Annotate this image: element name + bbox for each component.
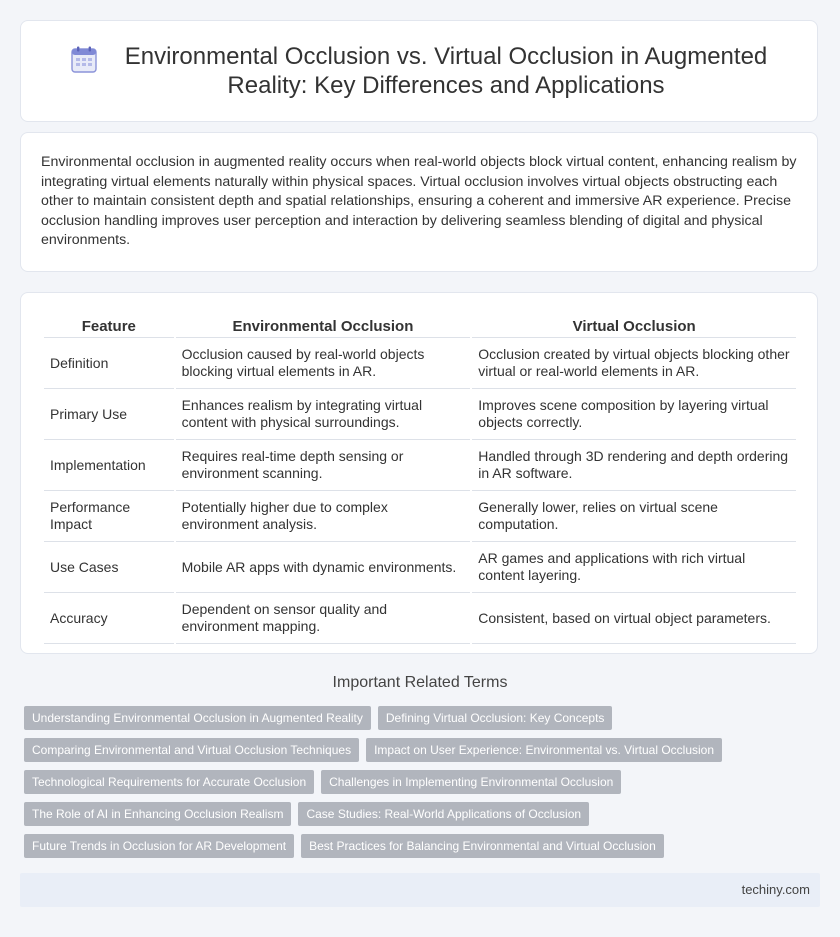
tag-row bbox=[24, 738, 824, 762]
intro-text: Environmental occlusion in augmented reality occurs when real-world objects block virtual content, enhancing realism by integrating virtual elements naturally within physical spaces. Virtual occlusion involves virtual objects obstructing each other to maintain consistent depth and spatial relationships, ensuring a coherent and immersive AR experience. Precise occlusion handling improves user perception and interaction by delivering seamless blending of digital and physical environments. bbox=[41, 154, 797, 249]
cell-feature: Primary Use bbox=[44, 389, 174, 440]
related-terms-list bbox=[24, 706, 824, 866]
cell-virtual: Occlusion created by virtual objects blocking other virtual or real-world elements in AR. bbox=[472, 338, 796, 389]
related-term-link[interactable]: Defining Virtual Occlusion: Key Concepts bbox=[378, 706, 613, 730]
tag-row bbox=[24, 834, 824, 858]
tag-row bbox=[24, 802, 824, 826]
cell-virtual: Generally lower, relies on virtual scene computation. bbox=[472, 491, 796, 542]
cell-feature: Performance Impact bbox=[44, 491, 174, 542]
header-feature: Feature bbox=[44, 313, 174, 338]
page-title-line1: Environmental Occlusion vs. Virtual Occlusion in Augmented bbox=[124, 43, 768, 70]
intro-card bbox=[20, 132, 818, 272]
related-term-link[interactable]: Case Studies: Real-World Applications of Occlusion bbox=[298, 802, 589, 826]
cell-virtual: Consistent, based on virtual object parameters. bbox=[472, 593, 796, 644]
table-row bbox=[44, 593, 796, 644]
footer bbox=[20, 873, 820, 907]
header-card bbox=[20, 20, 818, 122]
cell-feature: Implementation bbox=[44, 440, 174, 491]
header-virtual: Virtual Occlusion bbox=[472, 313, 796, 338]
cell-environmental: Occlusion caused by real-world objects blocking virtual elements in AR. bbox=[176, 338, 471, 389]
cell-feature: Use Cases bbox=[44, 542, 174, 593]
related-term-link[interactable]: Challenges in Implementing Environmental Occlusion bbox=[321, 770, 621, 794]
cell-feature: Definition bbox=[44, 338, 174, 389]
header-environmental: Environmental Occlusion bbox=[176, 313, 471, 338]
cell-environmental: Dependent on sensor quality and environment mapping. bbox=[176, 593, 471, 644]
related-term-link[interactable]: The Role of AI in Enhancing Occlusion Realism bbox=[24, 802, 291, 826]
table-row bbox=[44, 338, 796, 389]
tag-row bbox=[24, 770, 824, 794]
footer-site-link[interactable]: techiny.com bbox=[741, 882, 810, 897]
table-row bbox=[44, 389, 796, 440]
related-terms-title: Important Related Terms bbox=[332, 674, 508, 691]
cell-environmental: Requires real-time depth sensing or environment scanning. bbox=[176, 440, 471, 491]
table-row bbox=[44, 440, 796, 491]
cell-environmental: Enhances realism by integrating virtual content with physical surroundings. bbox=[176, 389, 471, 440]
related-term-link[interactable]: Impact on User Experience: Environmental vs. Virtual Occlusion bbox=[366, 738, 722, 762]
table-header-row bbox=[44, 313, 796, 338]
cell-virtual: Improves scene composition by layering virtual objects correctly. bbox=[472, 389, 796, 440]
comparison-table bbox=[42, 313, 798, 644]
related-term-link[interactable]: Future Trends in Occlusion for AR Development bbox=[24, 834, 294, 858]
table-row bbox=[44, 542, 796, 593]
cell-environmental: Mobile AR apps with dynamic environments. bbox=[176, 542, 471, 593]
related-term-link[interactable]: Comparing Environmental and Virtual Occlusion Techniques bbox=[24, 738, 359, 762]
related-term-link[interactable]: Technological Requirements for Accurate Occlusion bbox=[24, 770, 314, 794]
related-term-link[interactable]: Best Practices for Balancing Environmental and Virtual Occlusion bbox=[301, 834, 664, 858]
comparison-table-card bbox=[20, 292, 818, 654]
cell-feature: Accuracy bbox=[44, 593, 174, 644]
table-row bbox=[44, 491, 796, 542]
title-wrap bbox=[31, 42, 808, 100]
page-title-line2: Reality: Key Differences and Applications bbox=[227, 72, 665, 99]
tag-row bbox=[24, 706, 824, 730]
cell-virtual: Handled through 3D rendering and depth ordering in AR software. bbox=[472, 440, 796, 491]
related-term-link[interactable]: Understanding Environmental Occlusion in Augmented Reality bbox=[24, 706, 371, 730]
cell-environmental: Potentially higher due to complex environment analysis. bbox=[176, 491, 471, 542]
calendar-icon bbox=[71, 46, 97, 74]
cell-virtual: AR games and applications with rich virtual content layering. bbox=[472, 542, 796, 593]
page-title bbox=[125, 42, 768, 100]
